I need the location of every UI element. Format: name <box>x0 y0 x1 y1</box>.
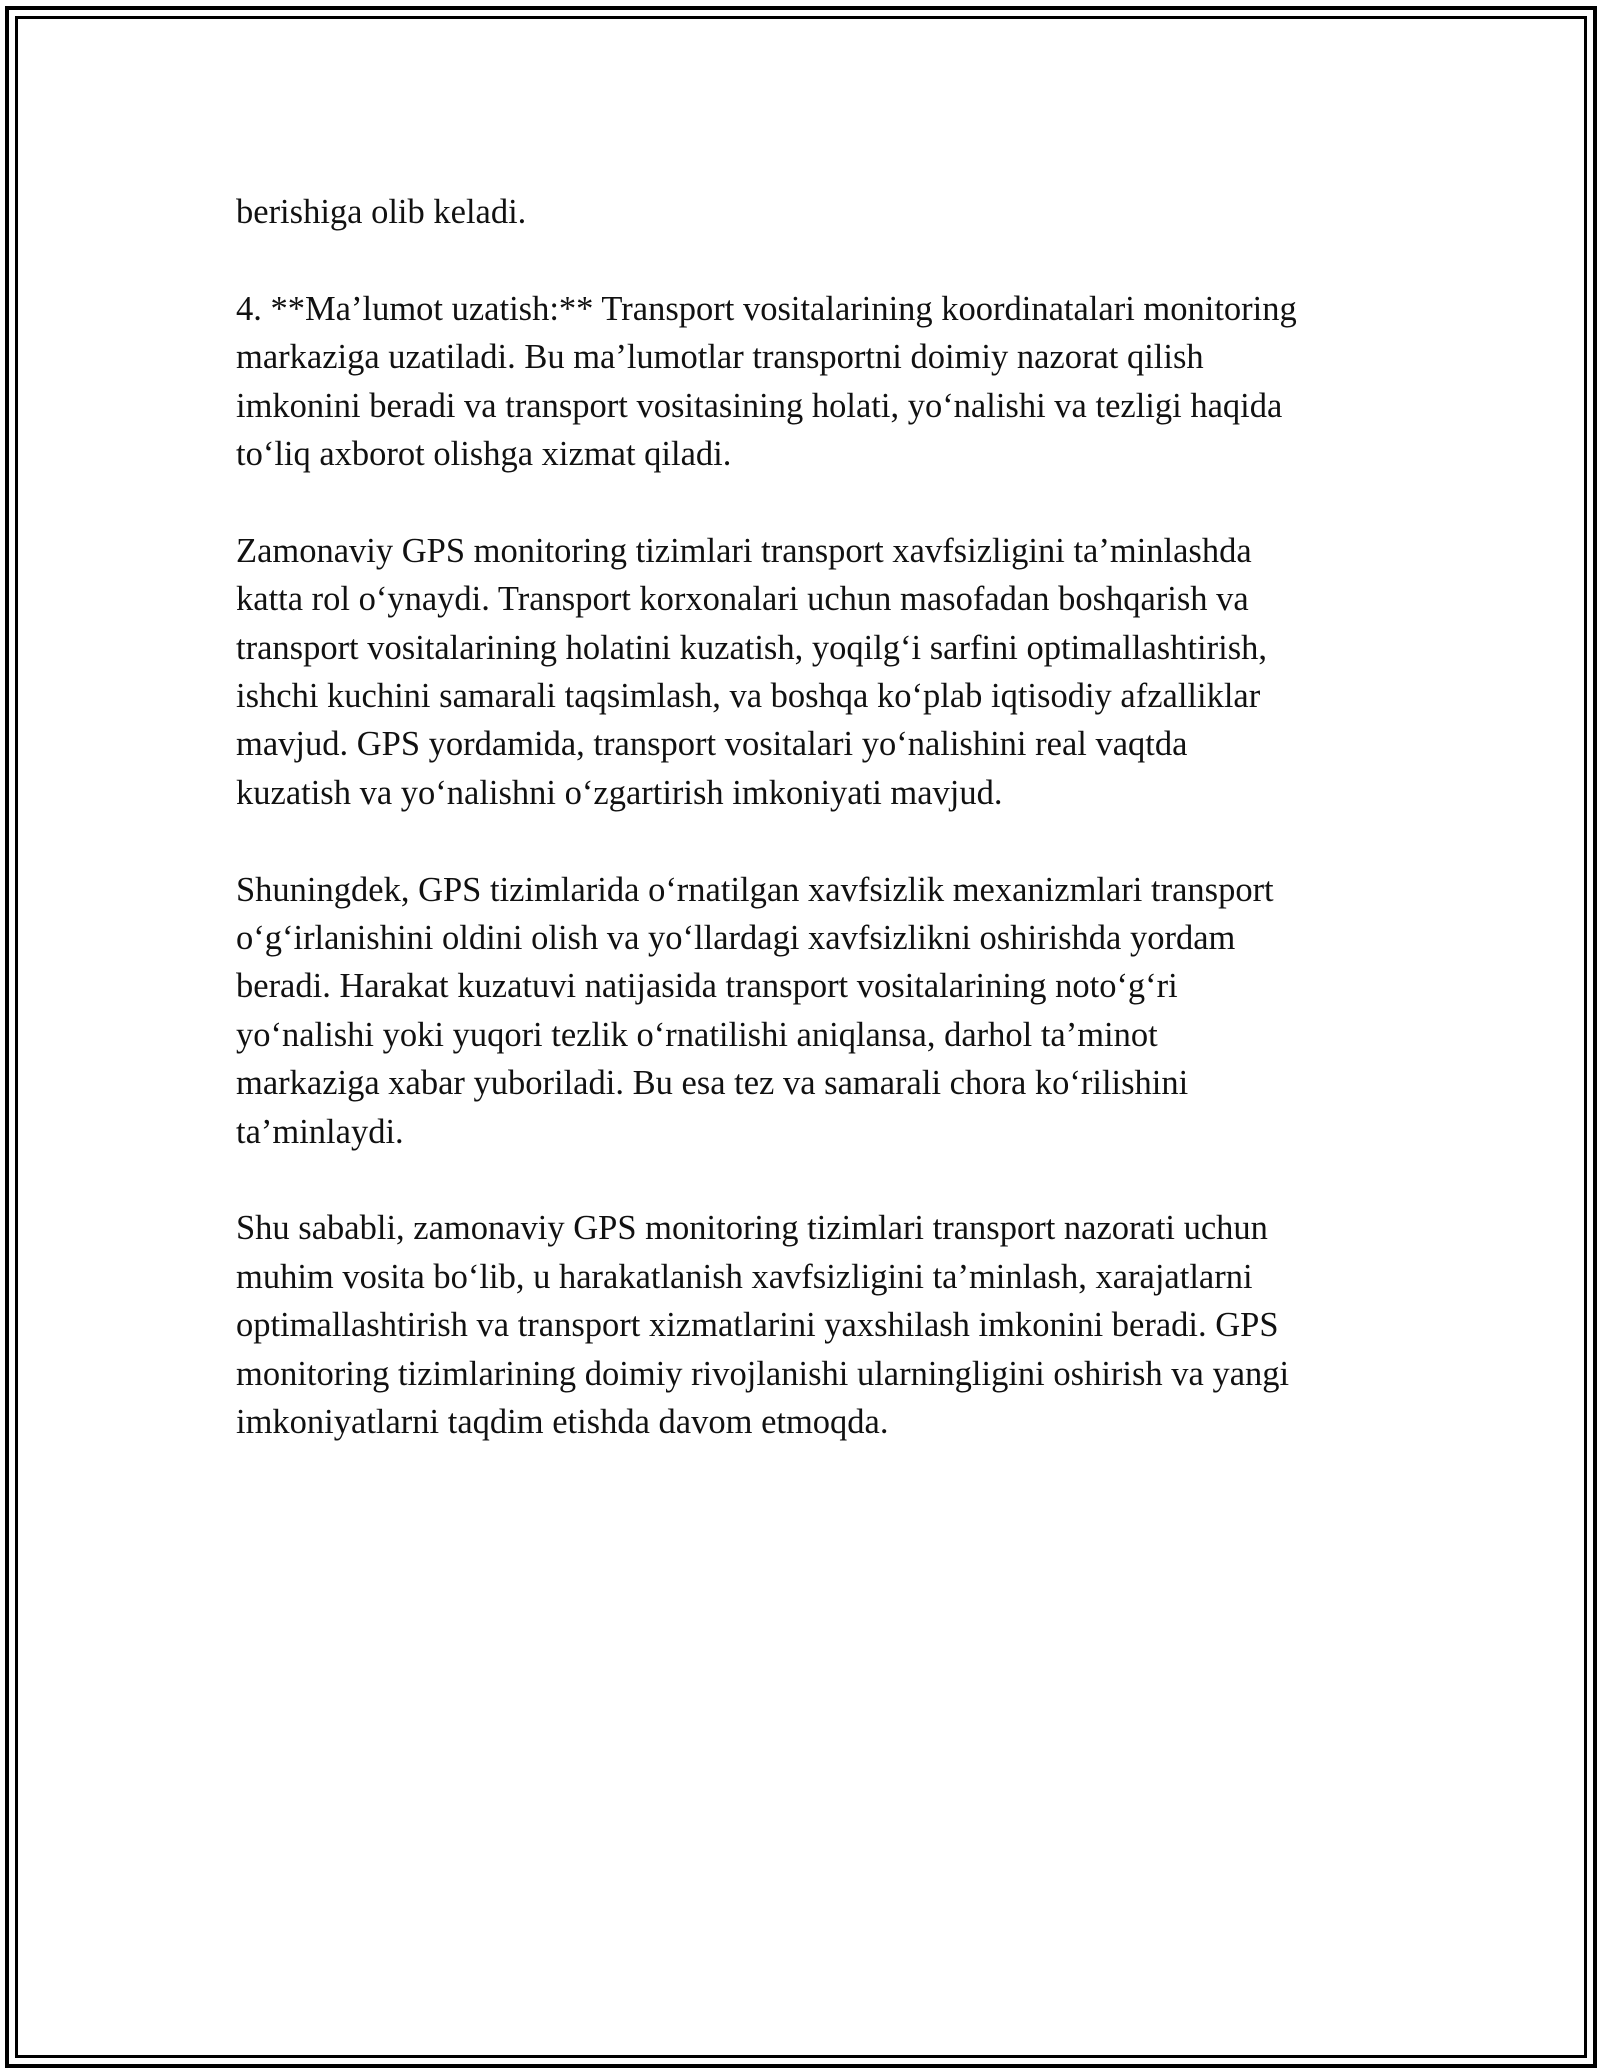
paragraph-continuation: berishiga olib keladi. <box>236 193 527 231</box>
paragraph-data-transmission: 4. **Ma’lumot uzatish:** Transport vositalarining koordinatalari monitoring markaziga uzatiladi. Bu ma’lumotlar transportni doimiy nazorat qilish imkonini beradi va transport vositasining holati, yo‘nalishi va tezligi haqida to‘liq axborot olishga xizmat qiladi. <box>236 289 1297 474</box>
paragraph-conclusion: Shu sababli, zamonaviy GPS monitoring tizimlari transport nazorati uchun muhim vosita bo‘lib, u harakatlanish xavfsizligini ta’minlash, xarajatlarni optimallashtirish va transport xizmatlarini yaxshilash imkonini beradi. GPS monitoring tizimlarining doimiy rivojlanishi ularningligini oshirish va yangi imkoniyatlarni taqdim etishda davom etmoqda. <box>236 1209 1290 1442</box>
document-body <box>236 188 1376 1495</box>
paragraph-gps-monitoring-role: Zamonaviy GPS monitoring tizimlari transport xavfsizligini ta’minlashda katta rol o‘ynaydi. Transport korxonalari uchun masofadan boshqarish va transport vositalarining holatini kuzatish, yoqilg‘i sarfini optimallashtirish, ishchi kuchini samarali taqsimlash, va boshqa ko‘plab iqtisodiy afzalliklar mavjud. GPS yordamida, transport vositalari yo‘nalishini real vaqtda kuzatish va yo‘nalishni o‘zgartirish imkoniyati mavjud. <box>236 531 1268 812</box>
paragraph-security-mechanisms: Shuningdek, GPS tizimlarida o‘rnatilgan xavfsizlik mexanizmlari transport o‘g‘irlanishini oldini olish va yo‘llardagi xavfsizlikni oshirishda yordam beradi. Harakat kuzatuvi natijasida transport vositalarining noto‘g‘ri yo‘nalishi yoki yuqori tezlik o‘rnatilishi aniqlansa, darhol ta’minot markaziga xabar yuboriladi. Bu esa tez va samarali chora ko‘rilishini ta’minlaydi. <box>236 870 1274 1151</box>
